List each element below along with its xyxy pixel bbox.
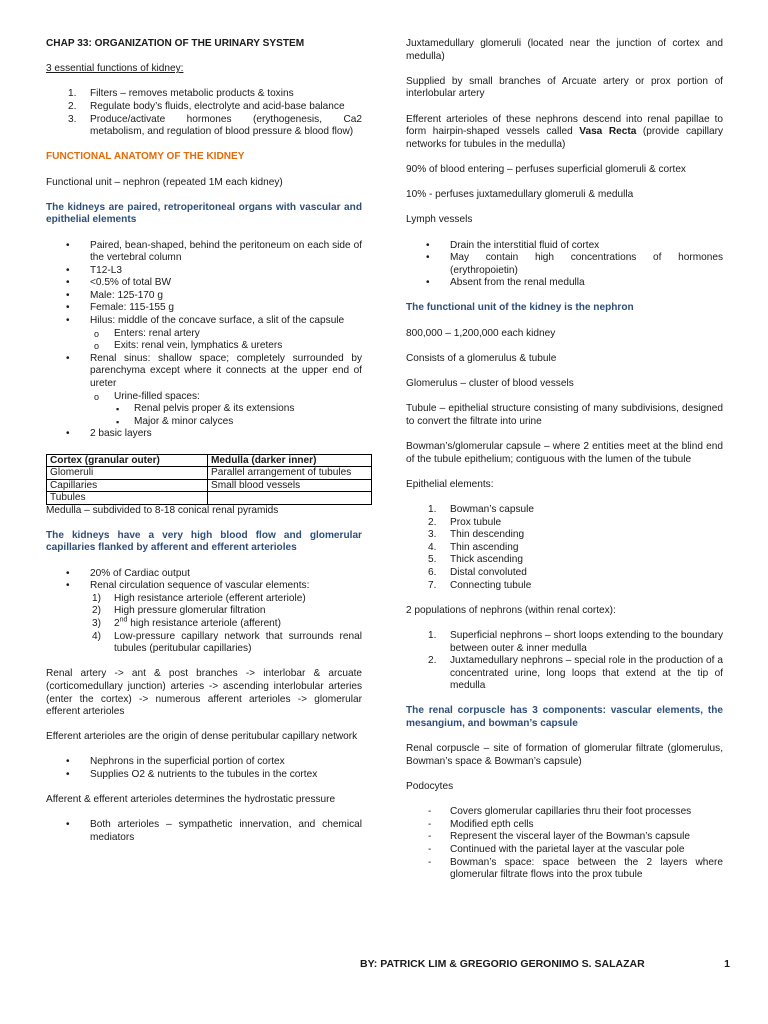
list-item: 1. Filters – removes metabolic products & toxins [68, 88, 294, 100]
medulla-note: Medulla – subdivided to 8-18 conical renal pyramids [46, 504, 279, 516]
table-cell: Tubules [47, 492, 208, 505]
list-item: • Male: 125-170 g [46, 290, 362, 303]
list-item: • T12-L3 [46, 265, 362, 278]
nephron-list [46, 756, 362, 781]
list-item: • 2 basic layers [46, 428, 362, 441]
list-item: 4) Low-pressure capillary network that surrounds renal tubules (peritubular capillaries) [92, 630, 362, 655]
populations-heading: 2 populations of nephrons (within renal cortex): [406, 604, 616, 616]
list-item: 3. Produce/activate hormones (erythogenesis, Ca2 metabolism, and regulation of blood pressure & blood flow) [68, 113, 362, 138]
consists-text: Consists of a glomerulus & tubule [406, 352, 557, 364]
efferent-paragraph: Efferent arterioles are the origin of dense peritubular capillary network [46, 731, 358, 743]
bowman-text: Bowman’s/glomerular capsule – where 2 entities meet at the blind end of the tubule epithelium; contiguous with the lumen of the tubule [406, 441, 723, 465]
table-row [47, 479, 372, 492]
list-item: - Bowman’s space: space between the 2 layers where glomerular filtrate flows into the prox tubule [406, 857, 723, 882]
list-item: 1) High resistance arteriole (efferent arteriole) [92, 592, 306, 604]
table-cell: Glomeruli [47, 467, 208, 480]
podocytes-list [406, 806, 723, 882]
list-item: • Female: 115-155 g [46, 302, 362, 315]
essential-list [46, 88, 362, 138]
list-item: - Modified epth cells [406, 819, 723, 832]
sub-list [90, 391, 362, 429]
list-item: 1. Superficial nephrons – short loops extending to the boundary between outer & inner medulla [428, 629, 723, 654]
sequence-list [90, 593, 362, 656]
table-header-medulla: Medulla (darker inner) [208, 454, 372, 467]
list-item: 1. Bowman’s capsule [428, 503, 534, 515]
list-item: • May contain high concentrations of hormones (erythropoietin) [406, 252, 723, 277]
functional-unit-text: Functional unit – nephron (repeated 1M each kidney) [46, 176, 283, 188]
list-item: 2. Prox tubule [428, 516, 502, 528]
essential-heading: 3 essential functions of kidney: [46, 63, 184, 75]
list-item: 2) High pressure glomerular filtration [92, 605, 266, 617]
vasa-recta-term: Vasa Recta [579, 126, 637, 138]
list-item: ▪ Renal pelvis proper & its extensions [114, 403, 362, 416]
list-item: • Paired, bean-shaped, behind the peritoneum on each side of the vertebral column [46, 240, 362, 265]
list-item: o Exits: renal vein, lymphatics & ureters [90, 340, 362, 353]
layers-table [46, 454, 372, 505]
nephron-count: 800,000 – 1,200,000 each kidney [406, 327, 556, 339]
ten-percent-text: 10% - perfuses juxtamedullary glomeruli & medulla [406, 189, 634, 201]
footer-authors: BY: PATRICK LIM & GREGORIO GERONIMO S. SALAZAR [360, 958, 645, 970]
right-column [406, 38, 723, 894]
list-item: • Both arterioles – sympathetic innervation, and chemical mediators [46, 819, 362, 844]
list-item: • Supplies O2 & nutrients to the tubules in the cortex [46, 769, 362, 782]
section-heading: FUNCTIONAL ANATOMY OF THE KIDNEY [46, 151, 245, 163]
table-cell: Parallel arrangement of tubules [208, 467, 372, 480]
blue-heading: The kidneys are paired, retroperitoneal organs with vascular and epithelial elements [46, 201, 362, 226]
blue-heading: The renal corpuscle has 3 components: vascular elements, the mesangium, and bowman’s capsule [406, 705, 723, 730]
list-item: • Renal sinus: shallow space; completely surrounded by parenchyma except where it connects at the upper end of ureter o Urine-filled spaces: ▪ Renal pelvis proper & its extensions ▪ Major & minor calyces [46, 353, 362, 429]
list-item: - Represent the visceral layer of the Bowman’s capsule [406, 831, 723, 844]
flow-list [46, 568, 362, 656]
list-item: - Continued with the parietal layer at the vascular pole [406, 844, 723, 857]
juxta-paragraph: Juxtamedullary glomeruli (located near the junction of cortex and medulla) [406, 38, 723, 62]
lymph-list [406, 240, 723, 290]
sub-sub-list [114, 403, 362, 428]
lymph-heading: Lymph vessels [406, 214, 473, 226]
corpuscle-text: Renal corpuscle – site of formation of glomerular filtrate (glomerulus, Bowman’s space & Bowman’s capsule) [406, 743, 723, 767]
vasa-recta-paragraph: Efferent arterioles of these nephrons descend into renal papillae to form hairpin-shaped vessels called Vasa Recta (provide capillary networks for tubules in the medulla) [406, 113, 723, 150]
blue-heading: The functional unit of the kidney is the nephron [406, 302, 634, 314]
list-item: • Renal circulation sequence of vascular elements: 1) High resistance arteriole (efferent arteriole) 2) High pressure glomerular filtration 3) 2nd high resistance arteriole (afferent) 4) Low-pressure capillary network that surrounds renal tubules (peritubular capillaries) [46, 580, 362, 656]
table-header-cortex: Cortex (granular outer) [47, 454, 208, 467]
populations-list [406, 630, 723, 693]
epithelial-list [406, 504, 723, 592]
list-item: 2. Juxtamedullary nephrons – special role in the production of a concentrated urine, long loops that extend at the tip of medulla [428, 655, 723, 692]
podocytes-heading: Podocytes [406, 781, 454, 793]
list-item: • Drain the interstitial fluid of cortex [406, 240, 723, 253]
anatomy-list [46, 240, 362, 442]
table-cell: Small blood vessels [208, 479, 372, 492]
list-item: • <0.5% of total BW [46, 277, 362, 290]
page-number: 1 [724, 958, 730, 970]
list-item: - Covers glomerular capillaries thru their foot processes [406, 806, 723, 819]
left-column [46, 38, 362, 857]
list-item: o Enters: renal artery [90, 328, 362, 341]
sub-list [90, 328, 362, 353]
list-item: 3) 2nd high resistance arteriole (afferent) [92, 616, 281, 629]
list-item: 2. Regulate body’s fluids, electrolyte and acid-base balance [68, 100, 345, 112]
table-row [47, 467, 372, 480]
list-item: 7. Connecting tubule [428, 579, 532, 591]
tubule-text: Tubule – epithelial structure consisting of many subdivisions, designed to convert the filtrate into urine [406, 403, 723, 427]
afferent-paragraph: Afferent & efferent arterioles determines the hydrostatic pressure [46, 794, 336, 806]
glomerulus-text: Glomerulus – cluster of blood vessels [406, 378, 574, 390]
page-title: CHAP 33: ORGANIZATION OF THE URINARY SYSTEM [46, 38, 305, 49]
table-row [47, 492, 372, 505]
supplied-paragraph: Supplied by small branches of Arcuate artery or prox portion of interlobular artery [406, 75, 723, 100]
list-item: • Absent from the renal medulla [406, 277, 723, 290]
arterioles-list [46, 819, 362, 844]
blue-heading: The kidneys have a very high blood flow and glomerular capillaries flanked by afferent and efferent arterioles [46, 529, 362, 554]
list-item: o Urine-filled spaces: ▪ Renal pelvis proper & its extensions ▪ Major & minor calyces [90, 391, 362, 429]
table-cell: Capillaries [47, 479, 208, 492]
epithelial-heading: Epithelial elements: [406, 478, 494, 490]
list-item: ▪ Major & minor calyces [114, 416, 362, 429]
table-cell [208, 492, 372, 505]
list-item: 3. Thin descending [428, 529, 525, 541]
list-item: • 20% of Cardiac output [46, 568, 362, 581]
list-item: 6. Distal convoluted [428, 566, 527, 578]
list-item: • Nephrons in the superficial portion of cortex [46, 756, 362, 769]
list-item: 4. Thin ascending [428, 541, 519, 553]
list-item: 5. Thick ascending [428, 554, 523, 566]
ninety-percent-text: 90% of blood entering – perfuses superficial glomeruli & cortex [406, 163, 686, 175]
renal-artery-paragraph: Renal artery -> ant & post branches -> interlobar & arcuate (corticomedullary junction) arteries -> ascending interlobular arteries (enter the cortex) -> numerous afferent arterioles -> glomerular efferent arterioles [46, 668, 362, 718]
list-item: • Hilus: middle of the concave surface, a slit of the capsule o Enters: renal artery o Exits: renal vein, lymphatics & ureters [46, 315, 362, 353]
